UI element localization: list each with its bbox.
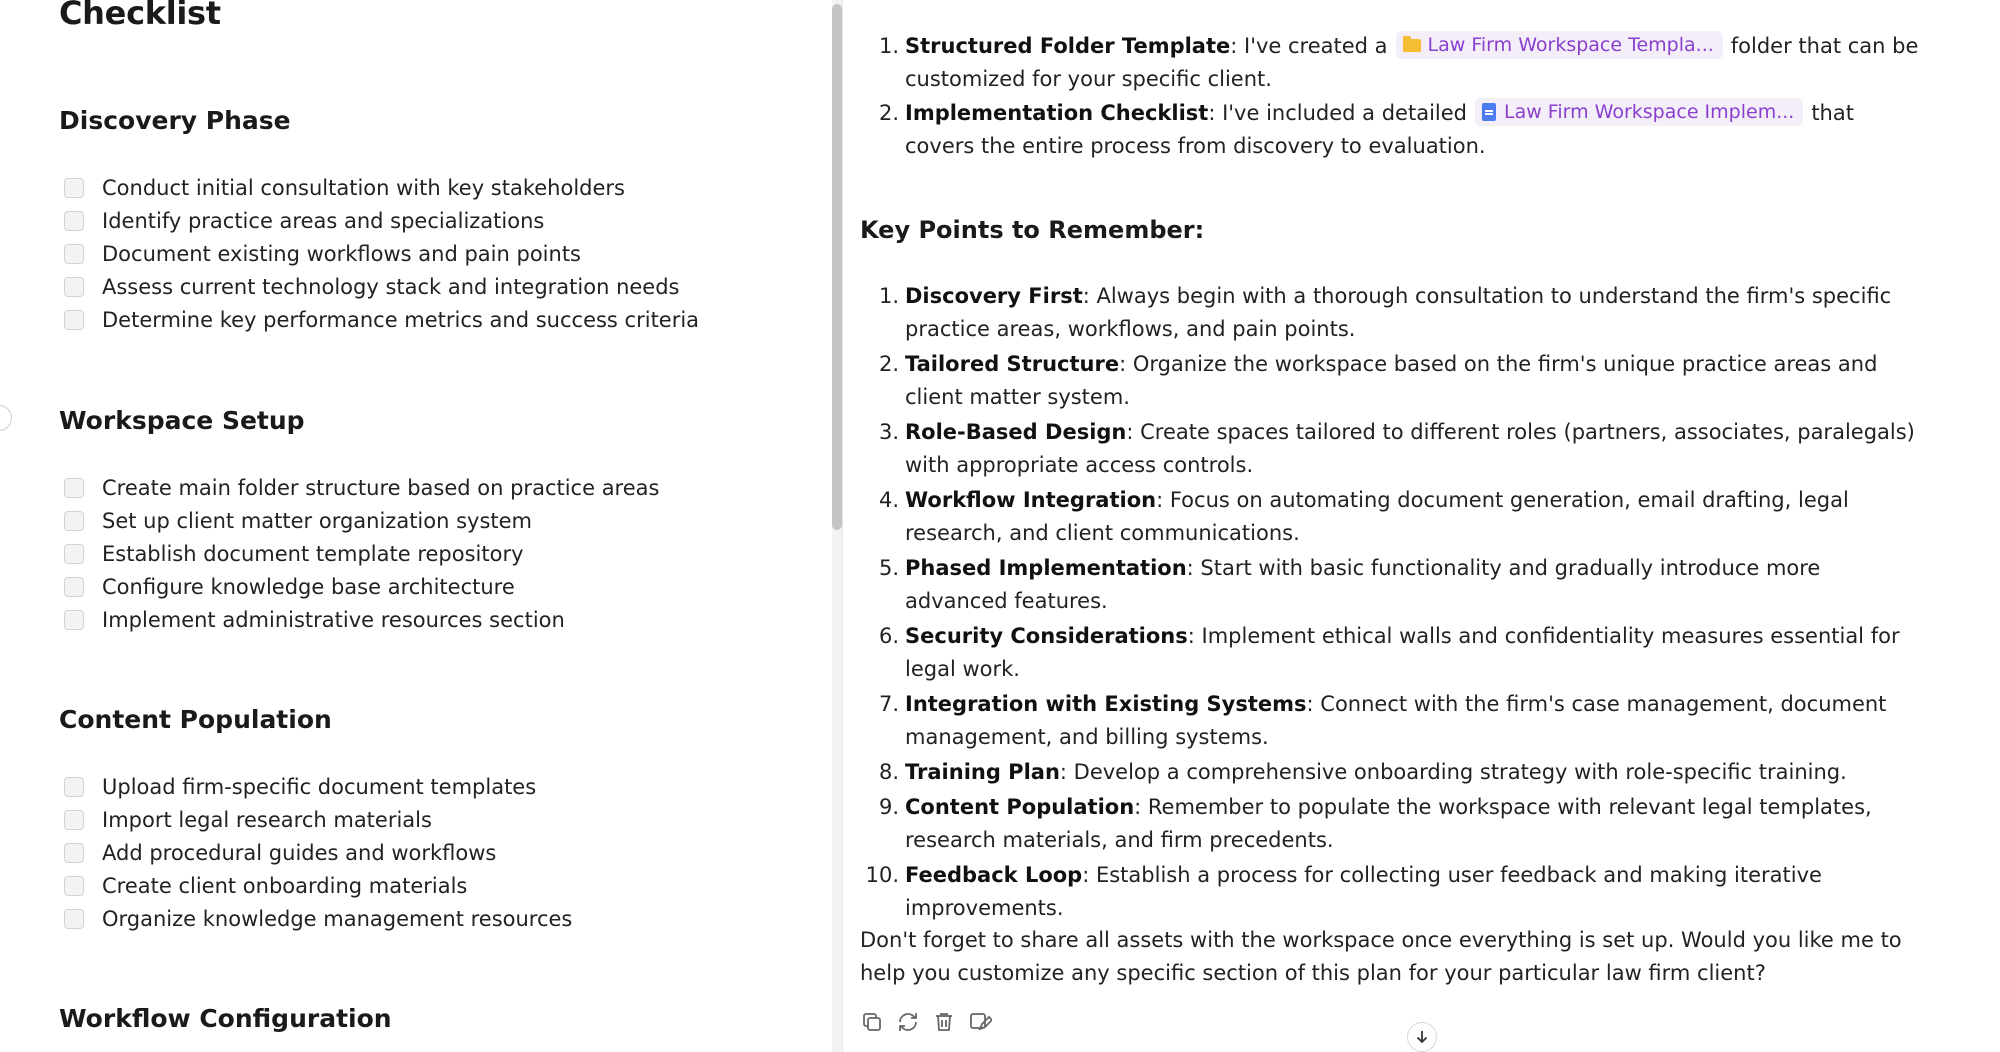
- list-item: 7. Integration with Existing Systems: Connect with the firm's case management, document management, and billing systems.: [878, 692, 1887, 749]
- checklist-item[interactable]: Document existing workflows and pain points: [64, 237, 699, 270]
- checkbox[interactable]: [64, 610, 84, 630]
- key-points-list: [859, 280, 1919, 925]
- checkbox[interactable]: [64, 777, 84, 797]
- checklist-item[interactable]: Identify practice areas and specializations: [64, 204, 699, 237]
- summary-list: [859, 30, 1919, 163]
- key-points-heading: Key Points to Remember:: [860, 216, 1205, 244]
- checkbox[interactable]: [64, 310, 84, 330]
- checklist-item[interactable]: Organize knowledge management resources: [64, 902, 572, 935]
- checklist-discovery: [64, 171, 699, 336]
- scroll-down-button[interactable]: [1407, 1022, 1437, 1052]
- checkbox[interactable]: [64, 277, 84, 297]
- list-item: 3. Role-Based Design: Create spaces tailored to different roles (partners, associates, paralegals) with appropriate access controls.: [878, 420, 1915, 477]
- folder-icon: [1403, 39, 1421, 52]
- checklist-item[interactable]: Establish document template repository: [64, 537, 659, 570]
- document-icon: [1482, 103, 1496, 121]
- edit-icon[interactable]: [968, 1010, 992, 1034]
- document-link-chip[interactable]: Law Firm Workspace Implem...: [1475, 98, 1803, 126]
- checkbox[interactable]: [64, 544, 84, 564]
- checkbox[interactable]: [64, 478, 84, 498]
- checklist-item[interactable]: Upload firm-specific document templates: [64, 770, 572, 803]
- checklist-item[interactable]: Configure knowledge base architecture: [64, 570, 659, 603]
- checkbox[interactable]: [64, 577, 84, 597]
- checkbox[interactable]: [64, 810, 84, 830]
- section-heading-discovery: Discovery Phase: [59, 106, 291, 135]
- list-item: 2. Implementation Checklist: I've included a detailed Law Firm Workspace Implem... that covers the entire process from discovery to evaluation.: [859, 97, 1919, 163]
- list-item: 1. Discovery First: Always begin with a thorough consultation to understand the firm's specific practice areas, workflows, and pain points.: [878, 284, 1892, 341]
- list-item: 8. Training Plan: Develop a comprehensive onboarding strategy with role-specific training.: [878, 760, 1847, 784]
- trash-icon[interactable]: [932, 1010, 956, 1034]
- checkbox[interactable]: [64, 244, 84, 264]
- checklist-item[interactable]: Implement administrative resources section: [64, 603, 659, 636]
- closing-paragraph: Don't forget to share all assets with the workspace once everything is set up. Would you like me to help you customize any specific section of this plan for your particular law firm client?: [860, 928, 1902, 985]
- checklist-item[interactable]: Import legal research materials: [64, 803, 572, 836]
- checkbox[interactable]: [64, 909, 84, 929]
- left-scrollbar[interactable]: [832, 0, 842, 1052]
- checkbox[interactable]: [64, 211, 84, 231]
- list-item: 10. Feedback Loop: Establish a process for collecting user feedback and making iterative improvements.: [865, 863, 1822, 920]
- collapse-handle[interactable]: [0, 405, 12, 431]
- checklist-content-population: [64, 770, 572, 935]
- list-item: 6. Security Considerations: Implement ethical walls and confidentiality measures essential for legal work.: [878, 624, 1900, 681]
- checklist-item[interactable]: Create main folder structure based on practice areas: [64, 471, 659, 504]
- list-item: 5. Phased Implementation: Start with basic functionality and gradually introduce more advanced features.: [878, 556, 1821, 613]
- section-heading-workflow-configuration: Workflow Configuration: [59, 1004, 392, 1033]
- checkbox[interactable]: [64, 843, 84, 863]
- arrow-down-icon: [1414, 1029, 1430, 1045]
- refresh-icon[interactable]: [896, 1010, 920, 1034]
- section-heading-content-population: Content Population: [59, 705, 332, 734]
- copy-icon[interactable]: [860, 1010, 884, 1034]
- checklist-item[interactable]: Determine key performance metrics and success criteria: [64, 303, 699, 336]
- checklist-item[interactable]: Conduct initial consultation with key stakeholders: [64, 171, 699, 204]
- checklist-item[interactable]: Assess current technology stack and integration needs: [64, 270, 699, 303]
- checklist-pane: [0, 0, 832, 1052]
- message-actions: [860, 1010, 992, 1034]
- scrollbar-thumb[interactable]: [832, 4, 842, 530]
- chat-response-pane: [843, 0, 2000, 1052]
- section-heading-workspace-setup: Workspace Setup: [59, 406, 305, 435]
- folder-link-chip[interactable]: Law Firm Workspace Templa...: [1396, 31, 1723, 59]
- checklist-workspace-setup: [64, 471, 659, 636]
- checklist-item[interactable]: Create client onboarding materials: [64, 869, 572, 902]
- checklist-item[interactable]: Set up client matter organization system: [64, 504, 659, 537]
- list-item: 4. Workflow Integration: Focus on automating document generation, email drafting, legal research, and client communications.: [878, 488, 1849, 545]
- checklist-item[interactable]: Add procedural guides and workflows: [64, 836, 572, 869]
- list-item: 9. Content Population: Remember to populate the workspace with relevant legal templates, research materials, and firm precedents.: [878, 795, 1872, 852]
- list-item: 1. Structured Folder Template: I've created a Law Firm Workspace Templa... folder that can be customized for your specific client.: [859, 30, 1919, 96]
- checkbox[interactable]: [64, 178, 84, 198]
- checkbox[interactable]: [64, 876, 84, 896]
- list-item: 2. Tailored Structure: Organize the workspace based on the firm's unique practice areas and client matter system.: [878, 352, 1878, 409]
- page-title: Checklist: [59, 0, 221, 32]
- checkbox[interactable]: [64, 511, 84, 531]
